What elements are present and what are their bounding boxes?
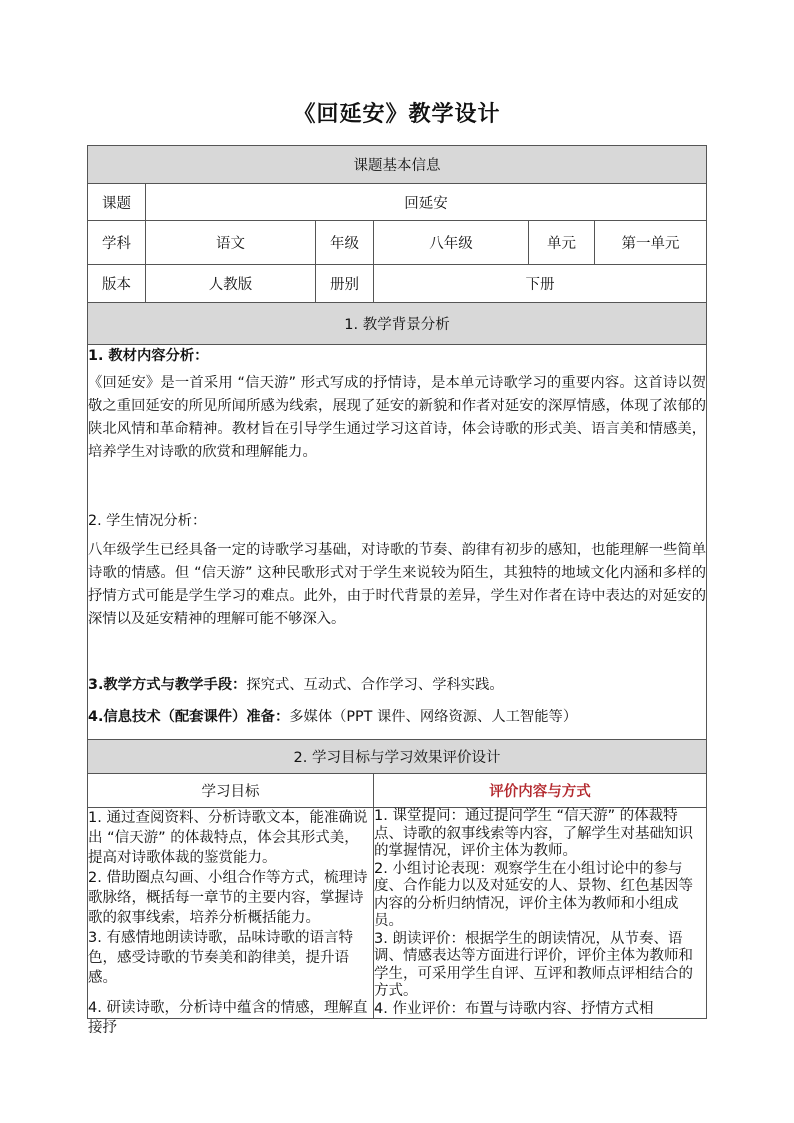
grade-label: 年级 [316, 221, 374, 265]
page-title: 《回延安》教学设计 [293, 102, 501, 127]
eval-item: 4. 作业评价：布置与诗歌内容、抒情方式相 [374, 1000, 654, 1017]
eval-item: 2. 小组讨论表现：观察学生在小组讨论中的参与度、合作能力以及对延安的人、景物、红色基因等内容的分析归纳情况，评价主体为教师和小组成员。 [374, 860, 693, 929]
lesson-design-table [87, 145, 707, 1036]
basic-info-header: 课题基本信息 [88, 146, 707, 184]
eval-item: 1. 课堂提问：通过提问学生 “信天游” 的体裁特点、诗歌的叙事线索等内容，了解学生对基础知识的掌握情况，评价主体为教师。 [374, 808, 693, 859]
goal-item: 4. 研读诗歌，分析诗中蕴含的情感，理解直接抒 [88, 1000, 368, 1036]
goals-column-header: 学习目标 [88, 774, 374, 808]
eval-item: 3. 朗读评价：根据学生的朗读情况，从节奏、语调、情感表达等方面进行评价，评价主体为教师和学生，可采用学生自评、互评和教师点评相结合的方式。 [374, 930, 693, 999]
section1-header: 1. 教学背景分析 [88, 303, 707, 345]
goal-item: 2. 借助圈点勾画、小组合作等方式，梳理诗歌脉络，概括每一章节的主要内容，掌握诗歌的叙事线索，培养分析概括能力。 [88, 870, 368, 926]
unit-label: 单元 [529, 221, 595, 265]
method-line [88, 674, 706, 697]
tech-line [88, 706, 706, 729]
edition-label: 版本 [88, 265, 146, 303]
eval-list [374, 808, 707, 1019]
section2-header: 2. 学习目标与学习效果评价设计 [88, 740, 707, 774]
topic-value: 回延安 [146, 184, 707, 221]
eval-column-header: 评价内容与方式 [374, 774, 707, 808]
subject-value: 语文 [146, 221, 316, 265]
tech-text: 多媒体（PPT 课件、网络资源、人工智能等） [289, 709, 578, 725]
grade-value: 八年级 [374, 221, 529, 265]
volume-label: 册别 [316, 265, 374, 303]
background-analysis [88, 345, 707, 740]
goals-list [88, 808, 374, 1036]
goal-item: 1. 通过查阅资料、分析诗歌文本，能准确说出 “信天游” 的体裁特点，体会其形式美，提高对诗歌体裁的鉴赏能力。 [88, 810, 368, 866]
method-text: 探究式、互动式、合作学习、学科实践。 [246, 677, 504, 693]
subject-label: 学科 [88, 221, 146, 265]
method-heading: 3.教学方式与教学手段： [88, 677, 247, 693]
goal-item: 3. 有感情地朗读诗歌，品味诗歌的语言特色，感受诗歌的节奏美和韵律美，提升语感。 [88, 930, 353, 986]
unit-value: 第一单元 [595, 221, 707, 265]
material-text: 《回延安》是一首采用 “信天游” 形式写成的抒情诗，是本单元诗歌学习的重要内容。这首诗以贺敬之重回延安的所见所闻所感为线索，展现了延安的新貌和作者对延安的深厚情感，体现了浓郁的陕北风情和革命精神。教材旨在引导学生通过学习这首诗，体会诗歌的形式美、语言美和情感美，培养学生对诗歌的欣赏和理解能力。 [88, 375, 707, 460]
material-heading: 1. 教材内容分析： [88, 348, 209, 364]
student-heading: 2. 学生情况分析： [88, 513, 207, 529]
tech-heading: 4.信息技术（配套课件）准备： [88, 709, 290, 725]
student-text: 八年级学生已经具备一定的诗歌学习基础，对诗歌的节奏、韵律有初步的感知，也能理解一些简单诗歌的情感。但 “信天游” 这种民歌形式对于学生来说较为陌生，其独特的地域文化内涵和多样的抒情方式可能是学生学习的难点。此外，由于时代背景的差异，学生对作者在诗中表达的对延安的深情以及延安精神的理解可能不够深入。 [88, 542, 707, 627]
topic-label: 课题 [88, 184, 146, 221]
edition-value: 人教版 [146, 265, 316, 303]
volume-value: 下册 [374, 265, 707, 303]
